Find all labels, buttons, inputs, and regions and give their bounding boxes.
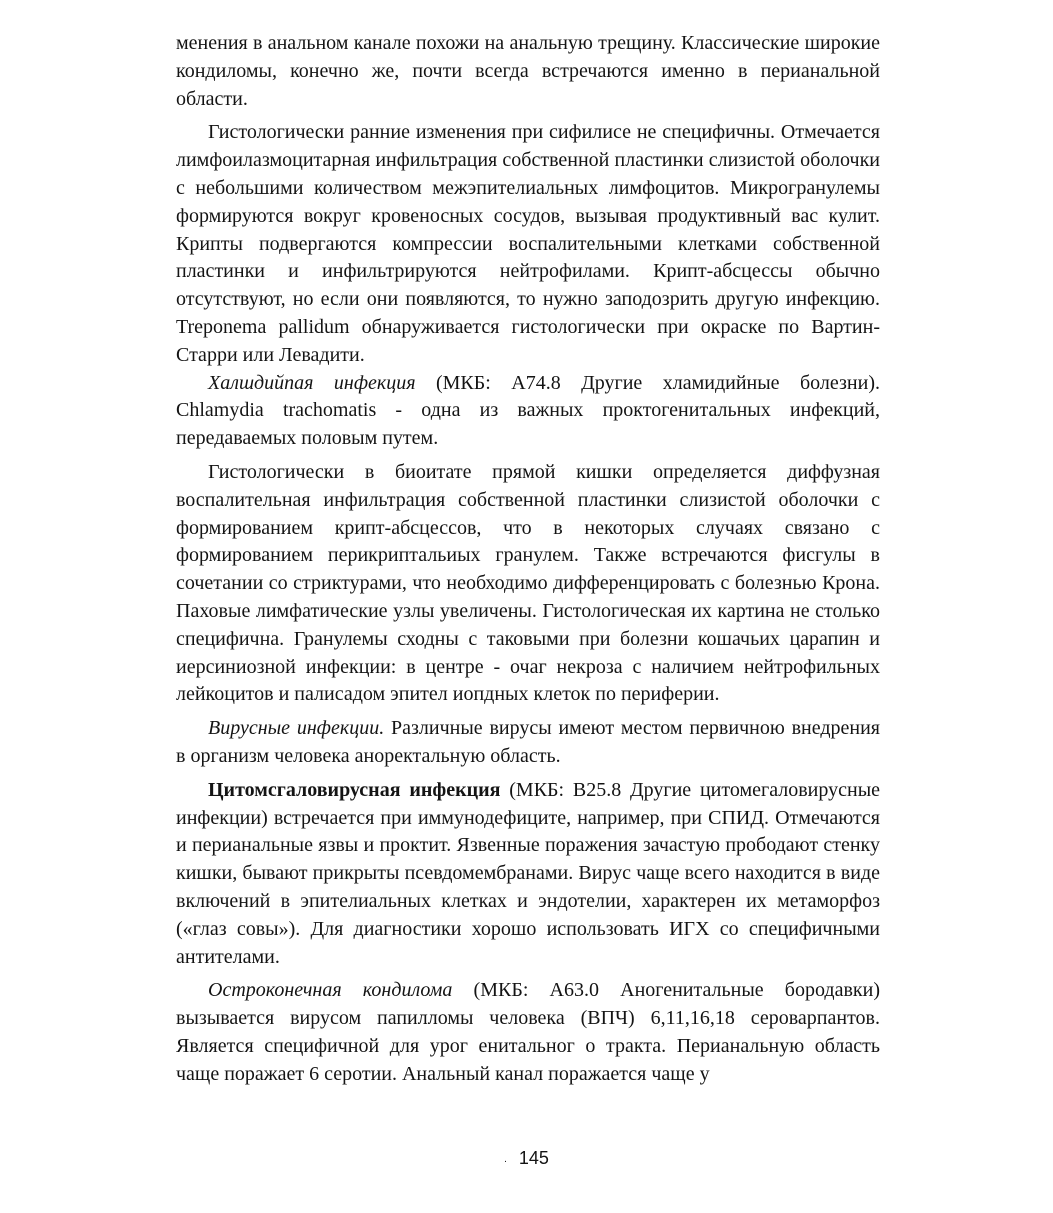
term-viral: Вирусные инфекции.	[208, 717, 385, 740]
paragraph-cmv	[176, 777, 880, 972]
term-cmv: Цитомсгаловирусная инфекция	[208, 778, 501, 801]
text-chlamydia: (МКБ: А74.8 Другие хламидийные болезни). Chlamydia trachomatis - одна из важных проктогенитальных инфекций, передаваемых половым путем.	[176, 371, 880, 450]
paragraph-viral	[176, 715, 880, 771]
paragraph-chlamydia	[176, 370, 880, 453]
paragraph-syphilis-histology: Гистологически ранние изменения при сифилисе не специфичны. Отмечается лимфоилазмоцитарная инфильтрация собственной пластинки слизистой оболочки с небольшими количеством межэпителиальных лимфоцитов. Микрогранулемы формируются вокруг кровеносных сосудов, вызывая продуктивный вас кулит. Крипты подвергаются компрессии воспалительными клетками собственной пластинки и инфильтрируются нейтрофилами. Крипт-абсцессы обычно отсутствуют, но если они появляются, то нужно заподозрить другую инфекцию. Treponema pallidum обнаруживается гистологически при окраске по Вартин-Старри или Левадити.	[176, 121, 880, 366]
text-condyloma: (МКБ: А63.0 Аногенитальные бородавки) вызывается вирусом папилломы человека (ВПЧ) 6,11,16,18 сероварпантов. Является специфичной для урог енитальног о тракта. Перианальную область чаще поражает 6 серотии. Анальный канал поражается чаще у	[176, 979, 880, 1085]
text-viral: Различные вирусы имеют местом первичною внедрения в организм человека аноректальную область.	[176, 717, 880, 767]
document-page	[176, 30, 880, 1088]
paragraph-chlamydia-histology: Гистологически в биоитате прямой кишки определяется диффузная воспалительная инфильтрация собственной пластинки слизистой оболочки с формированием крипт-абсцессов, что в некоторых случаях связано с формированием перикриптальиых гранулем. Также встречаются фисгулы в сочетании со стриктурами, что необходимо дифференцировать с болезнью Крона. Паховые лимфатические узлы увеличены. Гистологическая их картина не столько специфична. Гранулемы сходны с таковыми при болезни кошачьих царапин и иерсиниозной инфекции: в центре - очаг некроза с наличием нейтрофильных лейкоцитов и палисадом эпител иопдных клеток по периферии.	[176, 460, 880, 706]
page-number-value: 145	[518, 1148, 549, 1168]
term-chlamydia: Халшдийпая инфекция	[208, 371, 416, 394]
term-condyloma: Остроконечная кондилома	[208, 979, 453, 1002]
page-number-mark: .	[504, 1153, 507, 1165]
page-number	[0, 1148, 1053, 1169]
paragraph-syphilis-intro: менения в анальном канале похожи на анальную трещину. Классические широкие кондиломы, конечно же, почти всегда встречаются именно в перианальной области.	[176, 32, 880, 110]
paragraph-condyloma	[176, 977, 880, 1088]
text-cmv: (МКБ: В25.8 Другие цитомегаловирусные инфекции) встречается при иммунодефиците, например, при СПИД. Отмечаются и перианальные язвы и проктит. Язвенные поражения зачастую прободают стенку кишки, бывают прикрыты псевдомембранами. Вирус чаще всего находится в виде включений в эпителиальных клетках и эндотелии, характерен их метаморфоз («глаз совы»). Для диагностики хорошо использовать ИГХ со специфичными антителами.	[176, 778, 881, 968]
